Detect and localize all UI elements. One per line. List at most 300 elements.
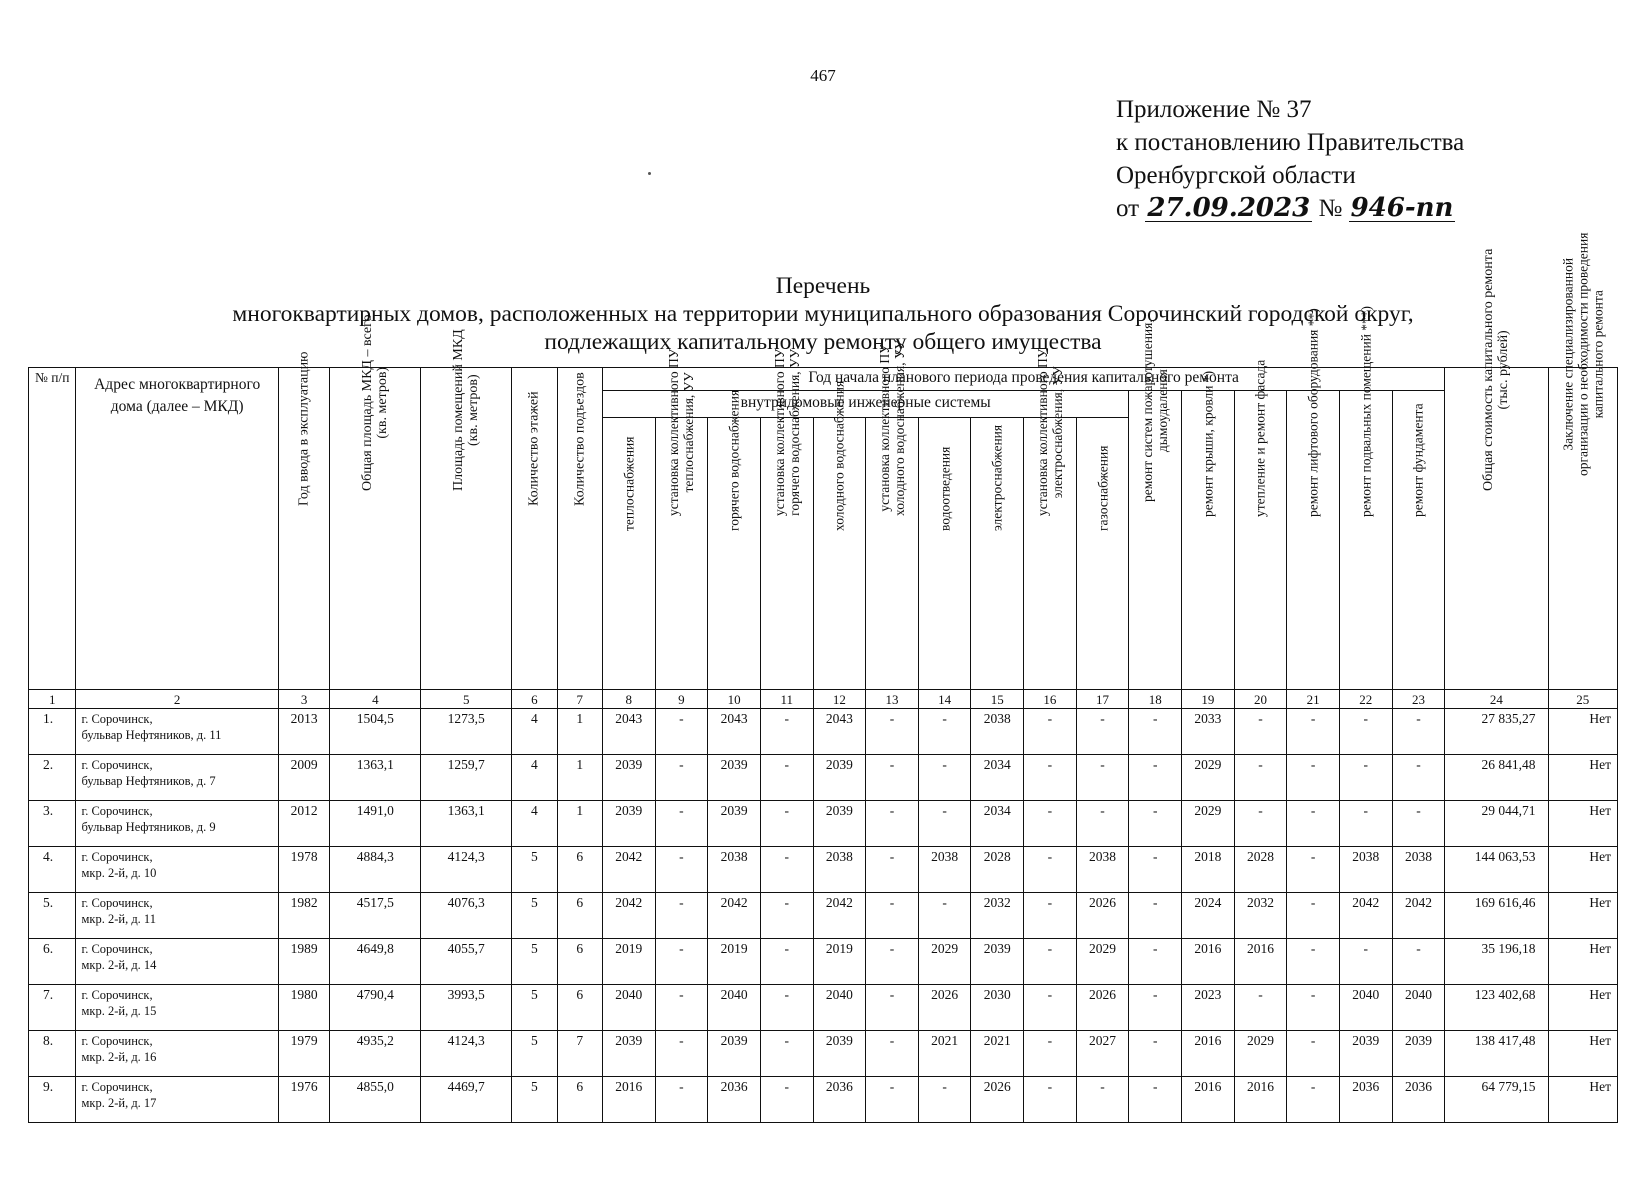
- column-number: 25: [1548, 690, 1617, 709]
- cell-c21: -: [1287, 1031, 1340, 1077]
- cell-c15: 2038: [971, 709, 1024, 755]
- address-city: г. Сорочинск,: [81, 758, 153, 772]
- cell-c17: 2038: [1076, 847, 1129, 893]
- row-address: [76, 939, 278, 985]
- cell-c12: 2038: [813, 847, 866, 893]
- column-number-row: [29, 690, 1618, 709]
- cell-c15: 2028: [971, 847, 1024, 893]
- cell-c20: 2032: [1234, 893, 1287, 939]
- cell-ent: 1: [557, 801, 602, 847]
- cell-c9: -: [655, 755, 708, 801]
- title-line-2: многоквартирных домов, расположенных на территории муниципального образования Сорочинский городской округ,: [232, 301, 1414, 327]
- header-fire: ремонт систем пожаротушения, дымоудаления: [1129, 391, 1182, 690]
- cell-c9: -: [655, 939, 708, 985]
- cell-c10: 2019: [708, 939, 761, 985]
- column-number: 21: [1287, 690, 1340, 709]
- cell-c17: -: [1076, 801, 1129, 847]
- column-number: 11: [760, 690, 813, 709]
- row-address: [76, 755, 278, 801]
- cell-c17: -: [1076, 709, 1129, 755]
- cell-c11: -: [760, 939, 813, 985]
- address-street: мкр. 2-й, д. 16: [81, 1050, 157, 1064]
- table-row: [29, 847, 1618, 893]
- column-number: 13: [866, 690, 919, 709]
- cell-prem: 4076,3: [421, 893, 512, 939]
- cell-c18: -: [1129, 985, 1182, 1031]
- cell-c12: 2042: [813, 893, 866, 939]
- row-number: 5.: [29, 893, 76, 939]
- header-foundation: ремонт фундамента: [1392, 391, 1445, 690]
- cell-c8: 2039: [602, 801, 655, 847]
- cell-c16: -: [1024, 893, 1077, 939]
- cell-c8: 2042: [602, 847, 655, 893]
- column-number: 18: [1129, 690, 1182, 709]
- cell-c11: -: [760, 1077, 813, 1123]
- document-title: [60, 272, 1586, 356]
- column-number: 5: [421, 690, 512, 709]
- cell-prem: 4124,3: [421, 847, 512, 893]
- cell-prem: 4055,7: [421, 939, 512, 985]
- header-roof: ремонт крыши, кровли *): [1182, 391, 1235, 690]
- cell-c20: -: [1234, 709, 1287, 755]
- cell-c13: -: [866, 801, 919, 847]
- cell-c23: 2040: [1392, 985, 1445, 1031]
- cell-c12: 2043: [813, 709, 866, 755]
- row-address: [76, 1031, 278, 1077]
- row-number: 3.: [29, 801, 76, 847]
- appendix-line-3: Оренбургской области: [1116, 162, 1356, 189]
- cell-total: 1491,0: [330, 801, 421, 847]
- cell-c9: -: [655, 709, 708, 755]
- address-street: мкр. 2-й, д. 10: [81, 866, 157, 880]
- cell-floors: 4: [512, 755, 557, 801]
- cell-c14: 2038: [918, 847, 971, 893]
- row-address: [76, 847, 278, 893]
- cell-c22: 2040: [1339, 985, 1392, 1031]
- cell-c15: 2034: [971, 801, 1024, 847]
- cell-c12: 2040: [813, 985, 866, 1031]
- cell-year: 2013: [278, 709, 330, 755]
- table-row: [29, 939, 1618, 985]
- cell-c18: -: [1129, 755, 1182, 801]
- address-city: г. Сорочинск,: [81, 1034, 153, 1048]
- cell-c23: -: [1392, 801, 1445, 847]
- cell-c19: 2016: [1182, 1077, 1235, 1123]
- cell-floors: 5: [512, 893, 557, 939]
- cell-c8: 2042: [602, 893, 655, 939]
- cell-c16: -: [1024, 709, 1077, 755]
- cell-c12: 2039: [813, 755, 866, 801]
- cell-c9: -: [655, 1077, 708, 1123]
- cell-c11: -: [760, 893, 813, 939]
- header-cold-meter: установка коллективного ПУ холодного водоснабжения, УУ: [866, 418, 919, 690]
- cell-floors: 4: [512, 709, 557, 755]
- cell-prem: 3993,5: [421, 985, 512, 1031]
- cell-year: 1978: [278, 847, 330, 893]
- cell-year: 1982: [278, 893, 330, 939]
- cell-c19: 2018: [1182, 847, 1235, 893]
- address-city: г. Сорочинск,: [81, 896, 153, 910]
- cell-conclusion: Нет: [1548, 1077, 1617, 1123]
- cell-c9: -: [655, 985, 708, 1031]
- cell-c18: -: [1129, 1077, 1182, 1123]
- cell-c19: 2024: [1182, 893, 1235, 939]
- column-number: 1: [29, 690, 76, 709]
- cell-c21: -: [1287, 939, 1340, 985]
- header-gas: газоснабжения: [1076, 418, 1129, 690]
- cell-c10: 2039: [708, 1031, 761, 1077]
- cell-c20: 2016: [1234, 1077, 1287, 1123]
- column-number: 24: [1445, 690, 1548, 709]
- header-hot-water: горячего водоснабжения: [708, 418, 761, 690]
- cell-c15: 2032: [971, 893, 1024, 939]
- cell-c19: 2029: [1182, 801, 1235, 847]
- cell-c8: 2043: [602, 709, 655, 755]
- table-row: [29, 1077, 1618, 1123]
- cell-c23: 2036: [1392, 1077, 1445, 1123]
- cell-c12: 2019: [813, 939, 866, 985]
- cell-c9: -: [655, 893, 708, 939]
- cell-ent: 6: [557, 939, 602, 985]
- cell-conclusion: Нет: [1548, 985, 1617, 1031]
- cell-c22: 2039: [1339, 1031, 1392, 1077]
- address-city: г. Сорочинск,: [81, 804, 153, 818]
- cell-floors: 5: [512, 1031, 557, 1077]
- cell-c18: -: [1129, 939, 1182, 985]
- row-number: 6.: [29, 939, 76, 985]
- cell-c10: 2038: [708, 847, 761, 893]
- row-number: 1.: [29, 709, 76, 755]
- cell-c20: 2016: [1234, 939, 1287, 985]
- cell-c17: -: [1076, 755, 1129, 801]
- cell-year: 2012: [278, 801, 330, 847]
- cell-c22: -: [1339, 939, 1392, 985]
- cell-c10: 2039: [708, 755, 761, 801]
- column-number: 16: [1024, 690, 1077, 709]
- cell-year: 1979: [278, 1031, 330, 1077]
- cell-c21: -: [1287, 1077, 1340, 1123]
- address-street: бульвар Нефтяников, д. 7: [81, 774, 216, 788]
- cell-total: 4884,3: [330, 847, 421, 893]
- cell-c21: -: [1287, 755, 1340, 801]
- header-electric: электроснабжения: [971, 418, 1024, 690]
- header-elec-meter: установка коллективного ПУ электроснабжения, УУ: [1024, 418, 1077, 690]
- cell-year: 1976: [278, 1077, 330, 1123]
- column-number: 8: [602, 690, 655, 709]
- cell-cost: 123 402,68: [1445, 985, 1548, 1031]
- cell-c15: 2021: [971, 1031, 1024, 1077]
- cell-c12: 2036: [813, 1077, 866, 1123]
- cell-ent: 1: [557, 755, 602, 801]
- row-number: 7.: [29, 985, 76, 1031]
- cell-total: 4790,4: [330, 985, 421, 1031]
- header-cold-water: холодного водоснабжения: [813, 418, 866, 690]
- header-no: № п/п: [29, 368, 76, 690]
- cell-c12: 2039: [813, 1031, 866, 1077]
- cell-ent: 7: [557, 1031, 602, 1077]
- cell-year: 2009: [278, 755, 330, 801]
- cell-c23: 2038: [1392, 847, 1445, 893]
- cell-c13: -: [866, 1031, 919, 1077]
- header-cost: Общая стоимость капитального ремонта (тыс. рублей): [1445, 368, 1548, 690]
- column-number: 15: [971, 690, 1024, 709]
- cell-conclusion: Нет: [1548, 1031, 1617, 1077]
- address-street: бульвар Нефтяников, д. 9: [81, 820, 216, 834]
- cell-c10: 2039: [708, 801, 761, 847]
- cell-c22: -: [1339, 801, 1392, 847]
- cell-c23: -: [1392, 939, 1445, 985]
- from-label: от: [1116, 195, 1140, 222]
- address-city: г. Сорочинск,: [81, 712, 153, 726]
- appendix-line-2: к постановлению Правительства: [1116, 129, 1465, 156]
- cell-c18: -: [1129, 709, 1182, 755]
- header-address: Адрес многоквартирного дома (далее – МКД): [76, 368, 278, 690]
- column-number: 17: [1076, 690, 1129, 709]
- cell-c14: 2021: [918, 1031, 971, 1077]
- cell-cost: 29 044,71: [1445, 801, 1548, 847]
- cell-cost: 169 616,46: [1445, 893, 1548, 939]
- appendix-block: [1116, 93, 1464, 225]
- cell-cost: 138 417,48: [1445, 1031, 1548, 1077]
- cell-floors: 5: [512, 847, 557, 893]
- header-heat-meter: установка коллективного ПУ теплоснабжения, УУ: [655, 418, 708, 690]
- column-number: 14: [918, 690, 971, 709]
- cell-c21: -: [1287, 985, 1340, 1031]
- column-number: 22: [1339, 690, 1392, 709]
- cell-c21: -: [1287, 709, 1340, 755]
- cell-c19: 2023: [1182, 985, 1235, 1031]
- header-entrances: Количество подъездов: [557, 368, 602, 690]
- cell-c15: 2030: [971, 985, 1024, 1031]
- header-group-year: Год начала планового периода проведения капитального ремонта: [602, 368, 1444, 391]
- address-street: мкр. 2-й, д. 11: [81, 912, 156, 926]
- cell-conclusion: Нет: [1548, 939, 1617, 985]
- cell-c13: -: [866, 755, 919, 801]
- cell-c14: 2029: [918, 939, 971, 985]
- cell-c8: 2039: [602, 755, 655, 801]
- address-city: г. Сорочинск,: [81, 942, 153, 956]
- cell-c11: -: [760, 709, 813, 755]
- header-facade: утепление и ремонт фасада: [1234, 391, 1287, 690]
- row-number: 9.: [29, 1077, 76, 1123]
- cell-c16: -: [1024, 847, 1077, 893]
- cell-c15: 2039: [971, 939, 1024, 985]
- header-heat: теплоснабжения: [602, 418, 655, 690]
- cell-c20: -: [1234, 755, 1287, 801]
- cell-cost: 64 779,15: [1445, 1077, 1548, 1123]
- cell-floors: 5: [512, 985, 557, 1031]
- table-row: [29, 709, 1618, 755]
- cell-c17: 2026: [1076, 893, 1129, 939]
- row-address: [76, 893, 278, 939]
- column-number: 7: [557, 690, 602, 709]
- row-address: [76, 1077, 278, 1123]
- address-street: мкр. 2-й, д. 14: [81, 958, 157, 972]
- header-conclusion: Заключение специализированной организации о необходимости проведения капитального ремонта: [1548, 368, 1617, 690]
- column-number: 4: [330, 690, 421, 709]
- cell-c14: -: [918, 1077, 971, 1123]
- header-elevator: ремонт лифтового оборудования **): [1287, 391, 1340, 690]
- cell-c10: 2042: [708, 893, 761, 939]
- cell-c18: -: [1129, 847, 1182, 893]
- cell-prem: 1363,1: [421, 801, 512, 847]
- table-row: [29, 893, 1618, 939]
- cell-c9: -: [655, 1031, 708, 1077]
- header-premises-area: Площадь помещений МКД (кв. метров): [421, 368, 512, 690]
- cell-c21: -: [1287, 847, 1340, 893]
- cell-c20: 2029: [1234, 1031, 1287, 1077]
- cell-c15: 2034: [971, 755, 1024, 801]
- cell-c10: 2043: [708, 709, 761, 755]
- cell-c16: -: [1024, 1077, 1077, 1123]
- cell-cost: 26 841,48: [1445, 755, 1548, 801]
- cell-c14: -: [918, 755, 971, 801]
- cell-total: 1363,1: [330, 755, 421, 801]
- column-number: 3: [278, 690, 330, 709]
- cell-ent: 6: [557, 1077, 602, 1123]
- decree-date: 27.09.2023: [1147, 193, 1311, 223]
- address-street: мкр. 2-й, д. 17: [81, 1096, 157, 1110]
- address-city: г. Сорочинск,: [81, 850, 153, 864]
- cell-total: 4935,2: [330, 1031, 421, 1077]
- cell-c13: -: [866, 939, 919, 985]
- row-number: 4.: [29, 847, 76, 893]
- cell-c17: -: [1076, 1077, 1129, 1123]
- cell-c22: 2036: [1339, 1077, 1392, 1123]
- cell-ent: 1: [557, 709, 602, 755]
- cell-c19: 2016: [1182, 939, 1235, 985]
- decree-number: 946-пп: [1350, 193, 1454, 223]
- cell-c17: 2027: [1076, 1031, 1129, 1077]
- column-number: 20: [1234, 690, 1287, 709]
- cell-c20: -: [1234, 985, 1287, 1031]
- cell-c21: -: [1287, 801, 1340, 847]
- cell-c16: -: [1024, 1031, 1077, 1077]
- column-number: 10: [708, 690, 761, 709]
- cell-c10: 2040: [708, 985, 761, 1031]
- cell-total: 4649,8: [330, 939, 421, 985]
- cell-c11: -: [760, 1031, 813, 1077]
- cell-total: 4517,5: [330, 893, 421, 939]
- cell-c8: 2040: [602, 985, 655, 1031]
- cell-c13: -: [866, 709, 919, 755]
- header-subgroup-systems: внутридомовые инженерные системы: [602, 391, 1128, 418]
- address-city: г. Сорочинск,: [81, 988, 153, 1002]
- table-row: [29, 801, 1618, 847]
- cell-c14: -: [918, 709, 971, 755]
- row-address: [76, 985, 278, 1031]
- cell-conclusion: Нет: [1548, 801, 1617, 847]
- cell-c11: -: [760, 801, 813, 847]
- row-address: [76, 709, 278, 755]
- cell-c19: 2016: [1182, 1031, 1235, 1077]
- column-number: 6: [512, 690, 557, 709]
- cell-floors: 5: [512, 939, 557, 985]
- title-line-1: Перечень: [775, 273, 871, 299]
- cell-ent: 6: [557, 893, 602, 939]
- cell-c23: 2039: [1392, 1031, 1445, 1077]
- header-hot-meter: установка коллективного ПУ горячего водоснабжения, УУ: [760, 418, 813, 690]
- number-label: №: [1318, 195, 1343, 222]
- address-street: бульвар Нефтяников, д. 11: [81, 728, 222, 742]
- cell-c16: -: [1024, 985, 1077, 1031]
- cell-c18: -: [1129, 1031, 1182, 1077]
- column-number: 12: [813, 690, 866, 709]
- cell-c14: -: [918, 893, 971, 939]
- cell-ent: 6: [557, 847, 602, 893]
- cell-c15: 2026: [971, 1077, 1024, 1123]
- table-row: [29, 755, 1618, 801]
- cell-c17: 2029: [1076, 939, 1129, 985]
- cell-c20: 2028: [1234, 847, 1287, 893]
- cell-total: 4855,0: [330, 1077, 421, 1123]
- cell-floors: 4: [512, 801, 557, 847]
- cell-c8: 2016: [602, 1077, 655, 1123]
- header-total-area: Общая площадь МКД – всего (кв. метров): [330, 368, 421, 690]
- table-body: [29, 709, 1618, 1123]
- cell-c13: -: [866, 985, 919, 1031]
- cell-c8: 2039: [602, 1031, 655, 1077]
- cell-c22: -: [1339, 755, 1392, 801]
- page-number: 467: [810, 66, 836, 85]
- header-floors: Количество этажей: [512, 368, 557, 690]
- appendix-line-1: Приложение № 37: [1116, 96, 1312, 123]
- column-number: 23: [1392, 690, 1445, 709]
- cell-c13: -: [866, 1077, 919, 1123]
- cell-c21: -: [1287, 893, 1340, 939]
- cell-cost: 35 196,18: [1445, 939, 1548, 985]
- scan-speck: [648, 172, 651, 175]
- table-row: [29, 1031, 1618, 1077]
- cell-prem: 4124,3: [421, 1031, 512, 1077]
- cell-year: 1989: [278, 939, 330, 985]
- cell-c23: 2042: [1392, 893, 1445, 939]
- cell-c23: -: [1392, 709, 1445, 755]
- cell-prem: 1273,5: [421, 709, 512, 755]
- cell-c17: 2026: [1076, 985, 1129, 1031]
- appendix-line-4: [1116, 192, 1464, 225]
- cell-c11: -: [760, 755, 813, 801]
- header-sewer: водоотведения: [918, 418, 971, 690]
- cell-c22: 2042: [1339, 893, 1392, 939]
- address-city: г. Сорочинск,: [81, 1080, 153, 1094]
- cell-c16: -: [1024, 939, 1077, 985]
- column-number: 2: [76, 690, 278, 709]
- title-line-3: подлежащих капитальному ремонту общего имущества: [544, 329, 1102, 355]
- cell-conclusion: Нет: [1548, 755, 1617, 801]
- header-year-built: Год ввода в эксплуатацию: [278, 368, 330, 690]
- column-number: 9: [655, 690, 708, 709]
- cell-c19: 2029: [1182, 755, 1235, 801]
- cell-c12: 2039: [813, 801, 866, 847]
- cell-ent: 6: [557, 985, 602, 1031]
- cell-c14: 2026: [918, 985, 971, 1031]
- cell-prem: 4469,7: [421, 1077, 512, 1123]
- cell-year: 1980: [278, 985, 330, 1031]
- cell-conclusion: Нет: [1548, 847, 1617, 893]
- cell-prem: 1259,7: [421, 755, 512, 801]
- cell-c16: -: [1024, 801, 1077, 847]
- cell-total: 1504,5: [330, 709, 421, 755]
- cell-c9: -: [655, 801, 708, 847]
- cell-c18: -: [1129, 893, 1182, 939]
- cell-c11: -: [760, 985, 813, 1031]
- address-street: мкр. 2-й, д. 15: [81, 1004, 157, 1018]
- cell-c16: -: [1024, 755, 1077, 801]
- column-number: 19: [1182, 690, 1235, 709]
- cell-c22: 2038: [1339, 847, 1392, 893]
- cell-c13: -: [866, 893, 919, 939]
